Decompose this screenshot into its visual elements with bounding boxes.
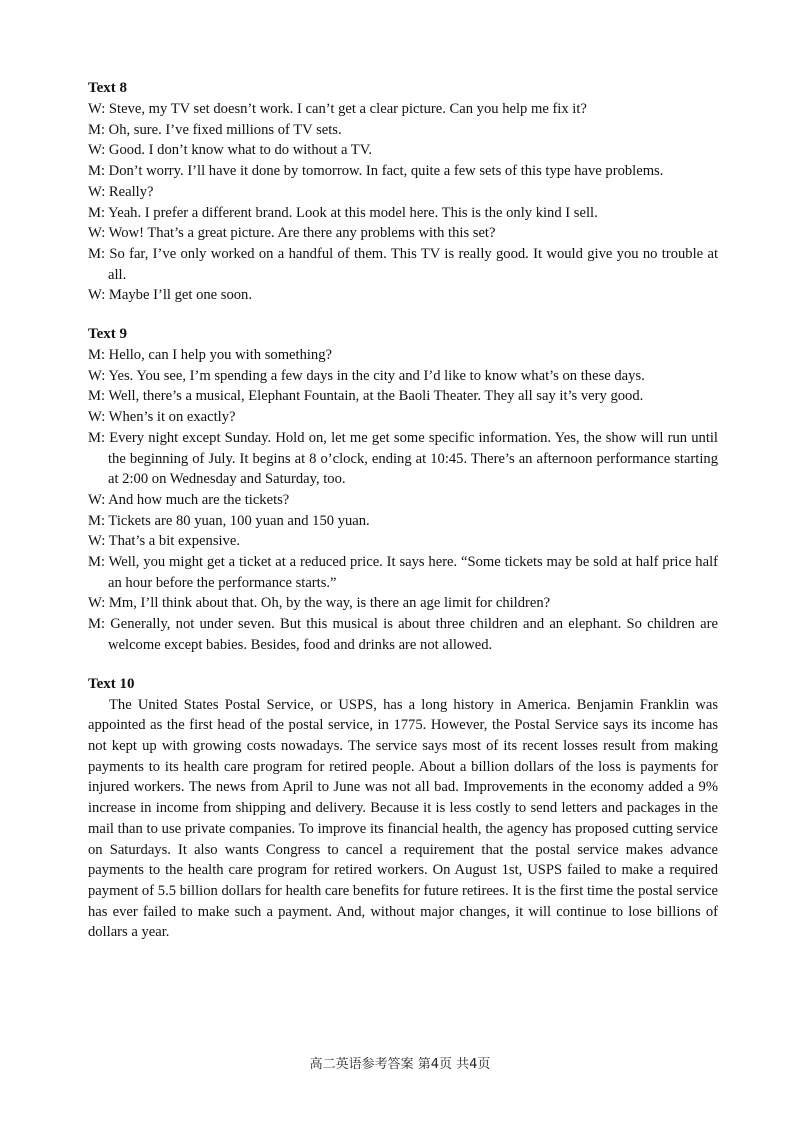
dialogue-line: W: When’s it on exactly?	[88, 409, 236, 426]
text-10-heading: Text 10	[88, 675, 135, 692]
dialogue-line: M: Hello, can I help you with something?	[88, 347, 332, 364]
dialogue-line: W: That’s a bit expensive.	[88, 533, 240, 550]
text-9-heading: Text 9	[88, 326, 128, 343]
dialogue-line: M: Generally, not under seven. But this musical is about three children and an elephant. So children are welcome except babies. Besides, food and drinks are not allowed.	[88, 616, 718, 653]
dialogue-line: W: Wow! That’s a great picture. Are there any problems with this set?	[88, 225, 496, 242]
dialogue-line: M: Oh, sure. I’ve fixed millions of TV sets.	[88, 121, 342, 138]
dialogue-line: W: Good. I don’t know what to do without a TV.	[88, 142, 373, 159]
document-body	[88, 78, 718, 961]
dialogue-line: W: Mm, I’ll think about that. Oh, by the way, is there an age limit for children?	[88, 595, 551, 612]
dialogue-line: M: Well, there’s a musical, Elephant Fountain, at the Baoli Theater. They all say it’s very good.	[88, 388, 644, 405]
dialogue-line: M: Tickets are 80 yuan, 100 yuan and 150 yuan.	[88, 512, 370, 529]
dialogue-line: M: Well, you might get a ticket at a reduced price. It says here. “Some tickets may be sold at half price half an hour before the performance starts.”	[88, 554, 718, 591]
dialogue-line: W: And how much are the tickets?	[88, 491, 290, 508]
dialogue-line: W: Yes. You see, I’m spending a few days in the city and I’d like to know what’s on these days.	[88, 367, 645, 384]
dialogue-line: M: Don’t worry. I’ll have it done by tomorrow. In fact, quite a few sets of this type have problems.	[88, 163, 664, 180]
dialogue-line: M: Yeah. I prefer a different brand. Look at this model here. This is the only kind I sell.	[88, 204, 598, 221]
dialogue-line: W: Steve, my TV set doesn’t work. I can’t get a clear picture. Can you help me fix it?	[88, 101, 587, 117]
text-8-heading: Text 8	[88, 80, 128, 96]
dialogue-line: W: Really?	[88, 183, 154, 200]
page-footer: 高二英语参考答案 第4页 共4页	[309, 1057, 491, 1072]
passage-paragraph: The United States Postal Service, or USPS, has a long history in America. Benjamin Franklin was appointed as the first head of the postal service, in 1775. However, the Postal Service says its income has not kept up with growing costs nowadays. The service says most of its recent losses result from making payments to its health care program for retired people. About a billion dollars of the loss is payments for injured workers. The news from April to June was not all bad. Improvements in the economy added a 9% increase in income from shipping and delivery. Because it is less costly to send letters and packages in the mail than to use private companies. To improve its financial health, the agency has proposed cutting service on Saturdays. It also wants Congress to cancel a requirement that the postal service makes advance payments to the health care program for retired workers. On August 1st, USPS failed to make a required payment of 5.5 billion dollars for health care benefits for future retirees. It is the first time the postal service has ever failed to make such a payment. And, without major changes, it will continue to lose billions of dollars a year.	[88, 696, 718, 941]
text-9-section	[88, 324, 718, 656]
text-10-section	[88, 674, 718, 943]
dialogue-line: M: Every night except Sunday. Hold on, let me get some specific information. Yes, the show will run until the beginning of July. It begins at 8 o’clock, ending at 10:45. There’s an afternoon performance starting at 2:00 on Wednesday and Saturday, too.	[88, 429, 718, 488]
dialogue-line: M: So far, I’ve only worked on a handful of them. This TV is really good. It would give you no trouble at all.	[88, 245, 718, 283]
dialogue-line: W: Maybe I’ll get one soon.	[88, 287, 253, 304]
text-8-section	[88, 78, 718, 306]
